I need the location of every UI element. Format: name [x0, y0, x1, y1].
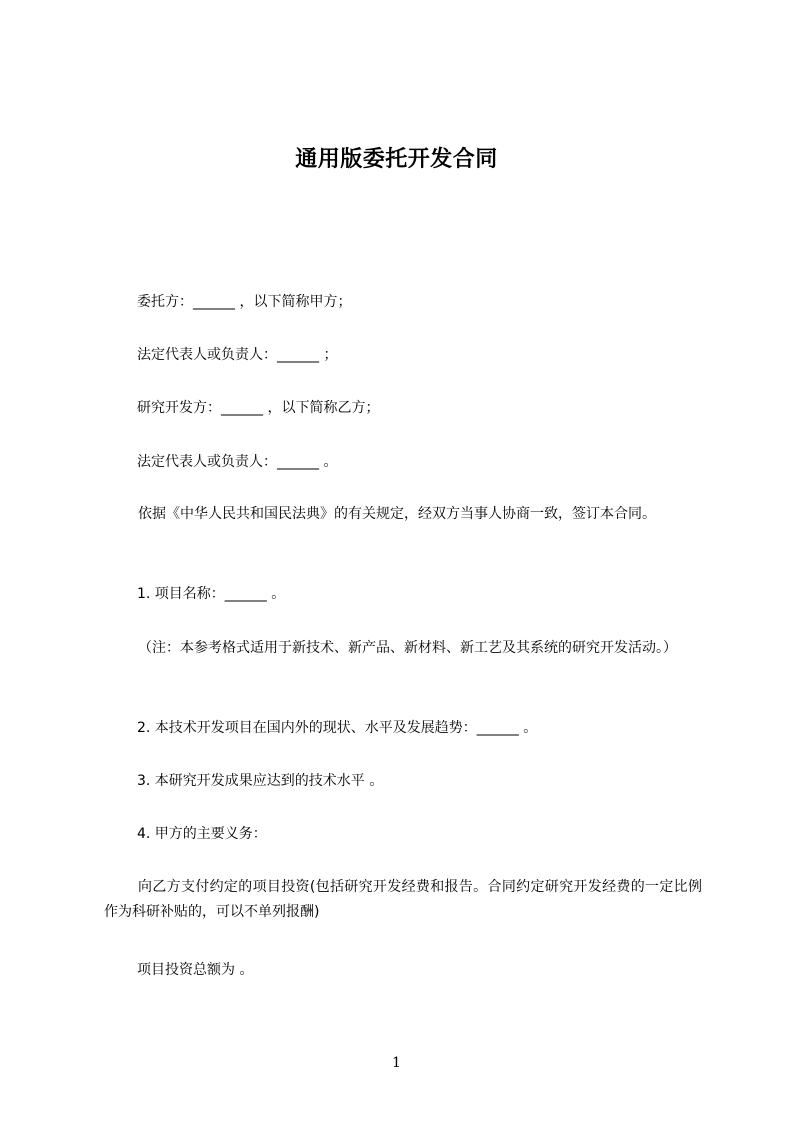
- item-3-technical-level: 3. 本研究开发成果应达到的技术水平 。: [137, 773, 384, 789]
- payment-paragraph: 向乙方支付约定的项目投资(包括研究开发经费和报告。合同约定研究开发经费的一定比例作为科研补贴的，可以不单列报酬): [104, 879, 702, 920]
- legal-basis-paragraph: 依据《中华人民共和国民法典》的有关规定，经双方当事人协商一致，签订本合同。: [138, 506, 656, 522]
- item-1-project-name: 1. 项目名称：______ 。: [137, 586, 286, 602]
- page-number: 1: [392, 1055, 401, 1071]
- developer-line: 研究开发方：______ ，以下简称乙方；: [137, 400, 380, 416]
- item-2-status: 2. 本技术开发项目在国内外的现状、水平及发展趋势：______ 。: [137, 720, 538, 736]
- note-paragraph: （注：本参考格式适用于新技术、新产品、新材料、新工艺及其系统的研究开发活动。）: [138, 640, 677, 656]
- item-4-client-obligations: 4. 甲方的主要义务：: [137, 826, 267, 842]
- client-line: 委托方：______ ，以下简称甲方；: [137, 294, 352, 310]
- client-representative-line: 法定代表人或负责人：______ ；: [137, 347, 338, 363]
- developer-representative-line: 法定代表人或负责人：______ 。: [137, 454, 338, 470]
- document-title: 通用版委托开发合同: [295, 147, 498, 172]
- total-investment-line: 项目投资总额为 。: [137, 962, 254, 978]
